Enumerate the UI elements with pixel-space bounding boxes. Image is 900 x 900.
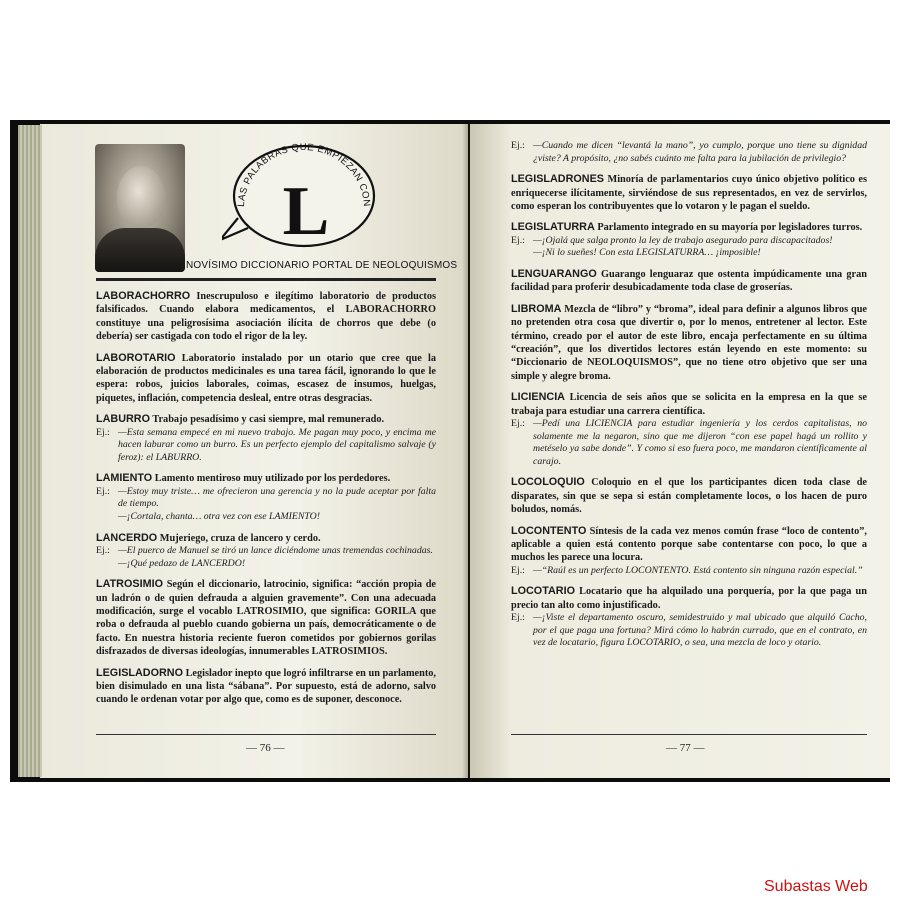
entry-term: LEGISLADRONES: [511, 173, 604, 186]
example-label: Ej.:: [96, 485, 110, 497]
right-page: [470, 124, 890, 778]
page-number: — 76 —: [246, 742, 285, 754]
entry: [96, 290, 436, 344]
entry-definition: Síntesis de la cada vez menos común frase “loco de contento”, aplicable a quien está contento porque sabe contentarse con poco, lo que a muchos les parece una locura.: [511, 525, 867, 564]
entry-definition: Locatario que ha alquilado una porquería, por la que paga un precio tan alto como injustificado.: [511, 586, 867, 611]
example-reply: —¡Qué pedazo de LANCERDO!: [118, 557, 246, 569]
entry-term: LAMIENTO: [96, 472, 153, 485]
entry-term: LOCOTARIO: [511, 585, 575, 598]
entry-definition: Mezcla de “libro” y “broma”, ideal para definir a algunos libros que no pretenden otra cosa que divertir o, por lo menos, entretener al lector. Este término, creado por el autor de este libro, encaja perfectamente en su última “creación”, que los divertidos lectores están leyendo en este momento: su “Diccionario de NEOLOQUISMOS”, que no tiene otro objetivo que ser una simple y alegre broma.: [511, 303, 867, 382]
author-face: [117, 166, 165, 228]
example-label: Ej.:: [96, 426, 110, 438]
entry-definition: Coloquio en el que los participantes dicen toda clase de disparates, sin que se sepa si están completamente locos, o los hacen de puro boludos, nomás.: [511, 477, 867, 516]
watermark: Subastas Web: [764, 878, 868, 895]
example-text: —“Raúl es un perfecto LOCONTENTO. Está contento sin ninguna razón especial.”: [533, 564, 863, 576]
author-portrait: [95, 144, 185, 272]
bubble-letter: L: [282, 173, 330, 248]
entry-definition: Lamento mentiroso muy utilizado por los perdedores.: [152, 473, 391, 485]
example-text: —Cuando me dicen “levantá la mano”, yo cumplo, porque uno tiene su dignidad ¿viste? A propósito, ¿no sabés cuánto me falta para la jubilación de privilegio?: [533, 140, 867, 164]
entry: [511, 585, 867, 650]
entry: [96, 472, 436, 523]
example-label: Ej.:: [511, 418, 525, 430]
example-label: Ej.:: [511, 564, 525, 576]
entry: [96, 352, 436, 406]
example-label: Ej.:: [511, 234, 525, 246]
page-number: — 77 —: [666, 742, 705, 754]
entry: [511, 173, 867, 213]
entry: [511, 221, 867, 260]
footer-rule: [511, 734, 867, 735]
entry: [511, 476, 867, 516]
entry: [511, 268, 867, 295]
entry: [96, 578, 436, 658]
example-reply: —¡Ni lo sueñes! Con esta LEGISLATURRA… ¡imposible!: [533, 247, 761, 259]
entry-term: LOCOLOQUIO: [511, 476, 585, 489]
left-entries: [96, 290, 436, 715]
entry-definition: Guarango lenguaraz que ostenta impúdicamente una gran facilidad para proferir desubicadamente toda clase de groserías.: [511, 269, 867, 294]
entry-term: LABORACHORRO: [96, 290, 191, 302]
entry-definition: Legislador inepto que logró infiltrarse en un parlamento, bien disimulado en una lista “sábana”. Por supuesto, está de adorno, salvo cuando le ordenan votar por algo que, como es de suponer, desconoce.: [96, 667, 436, 706]
example-text: —El puerco de Manuel se tiró un lance diciéndome unas tremendas cochinadas.: [118, 545, 433, 557]
entry-term: LEGISLATURRA: [511, 221, 595, 234]
entry-definition: Según el diccionario, latrocinio, significa: “acción propia de un ladrón o de quien defrauda a alguien gravemente”. Con una adecuada modificación, surge el vocablo LATROSIMIO, que significa: GORILA que roba o defrauda al pueblo cuando gobierna un país, democráticamente o de facto. En nuestra historia reciente fueron cometidos por gobiernos gorilas disfrazados de diversas ideologías, innumerables LATROSIMIOS.: [96, 579, 436, 658]
example-label: Ej.:: [96, 545, 110, 557]
entry-term: LABOROTARIO: [96, 351, 176, 364]
entry: [96, 532, 436, 571]
entry-term: LICIENCIA: [511, 391, 565, 404]
bubble-arc-text: LAS PALABRAS QUE EMPIEZAN CON: [235, 141, 373, 208]
entry-term: LANCERDO: [96, 531, 158, 544]
entry-definition: Minoría de parlamentarios cuyo único objetivo político es enriquecerse ilícitamente, sirviéndose de sus representados, en vez de servirlos, como esperan los contribuyentes que lo votaron y le pagan el sueldo.: [511, 174, 867, 212]
header-rule: [96, 278, 436, 281]
entry-term: LABURRO: [96, 413, 150, 426]
entry-term: LOCONTENTO: [511, 524, 587, 537]
example-label: Ej.:: [511, 612, 525, 624]
example-label: Ej.:: [511, 140, 525, 151]
entry-example: [96, 427, 436, 465]
entry-example: [511, 140, 867, 165]
entry-term: LIBROMA: [511, 302, 562, 315]
entry-example: [96, 486, 436, 511]
right-entries: [511, 140, 867, 658]
entry: [96, 413, 436, 464]
left-page: [40, 124, 468, 778]
entry-term: LENGUARANGO: [511, 268, 597, 280]
entry-definition: Licencia de seis años que se solicita en la empresa en la que se trabaja para estudiar una carrera científica.: [511, 392, 867, 417]
entry-definition: Mujeriego, cruza de lancero y cerdo.: [157, 532, 321, 544]
entry: [511, 303, 867, 383]
entry-definition: Inescrupuloso e ilegítimo laboratorio de productos falsificados. Cuando elabora medicamentos, el LABORACHORRO constituye una peligrosísima asociación ilícita de chorros que debe (o debería) ser castigada con todo el rigor de la ley.: [96, 291, 436, 343]
entry-definition: Trabajo pesadísimo y casi siempre, mal remunerado.: [149, 414, 385, 426]
example-reply: —¡Cortala, chanta… otra vez con ese LAMIENTO!: [118, 511, 321, 523]
footer-rule: [96, 734, 436, 735]
example-text: —¡Viste el departamento oscuro, semidestruido y mal ubicado que alquiló Cacho, por el que paga una fortuna? Mirá cómo lo habrán currado, que en el contrato, en vez de locatario, figura LOCOTARIO, o sea, una mezcla de loco y otario.: [533, 612, 867, 649]
continued-example: [511, 140, 867, 165]
example-text: —Esta semana empecé en mi nuevo trabajo. Me pagan muy poco, y encima me hacen laburar como un burro. Es un perfecto ejemplo del capitalismo salvaje (y feroz): el LABURRO.: [118, 426, 436, 463]
entry: [511, 391, 867, 468]
entry-definition: Parlamento integrado en su mayoría por legisladores turros.: [594, 222, 863, 234]
entry-example: [511, 418, 867, 468]
dictionary-header-title: NOVÍSIMO DICCIONARIO PORTAL DE NEOLOQUISMOS: [186, 260, 458, 271]
entry-example: [511, 612, 867, 650]
entry-term: LEGISLADORNO: [96, 666, 183, 679]
example-text: —¡Ojalá que salga pronto la ley de trabajo asegurado para discapacitados!: [533, 234, 833, 246]
entry-definition: Laboratorio instalado por un otario que cree que la elaboración de productos medicinales es una tarea fácil, ignorando lo que le espera: robos, juicios laborales, coimas, escasez de insumos, huelgas, piquetes, inflación, competencia desleal, entre otras desgracias.: [96, 352, 436, 404]
entry-term: LATROSIMIO: [96, 578, 163, 591]
entry-example: [96, 545, 436, 558]
entry-example: [511, 235, 867, 248]
author-suit: [95, 228, 185, 272]
entry-example: [511, 565, 867, 578]
entry: [96, 667, 436, 707]
page-edges: [18, 125, 42, 777]
example-text: —Estoy muy triste… me ofrecieron una gerencia y no la pude aceptar por falta de tiempo.: [118, 485, 436, 510]
example-text: —Pedí una LICIENCIA para estudiar ingeniería y los cerdos capitalistas, no solamente me la negaron, sino que me dijeron “con ese papel hagá un rollito y metéselo ya sabe donde”. Y como si eso fuera poco, me mandaron científicamente al carajo.: [533, 418, 867, 467]
entry: [511, 525, 867, 578]
speech-bubble: [222, 130, 386, 248]
